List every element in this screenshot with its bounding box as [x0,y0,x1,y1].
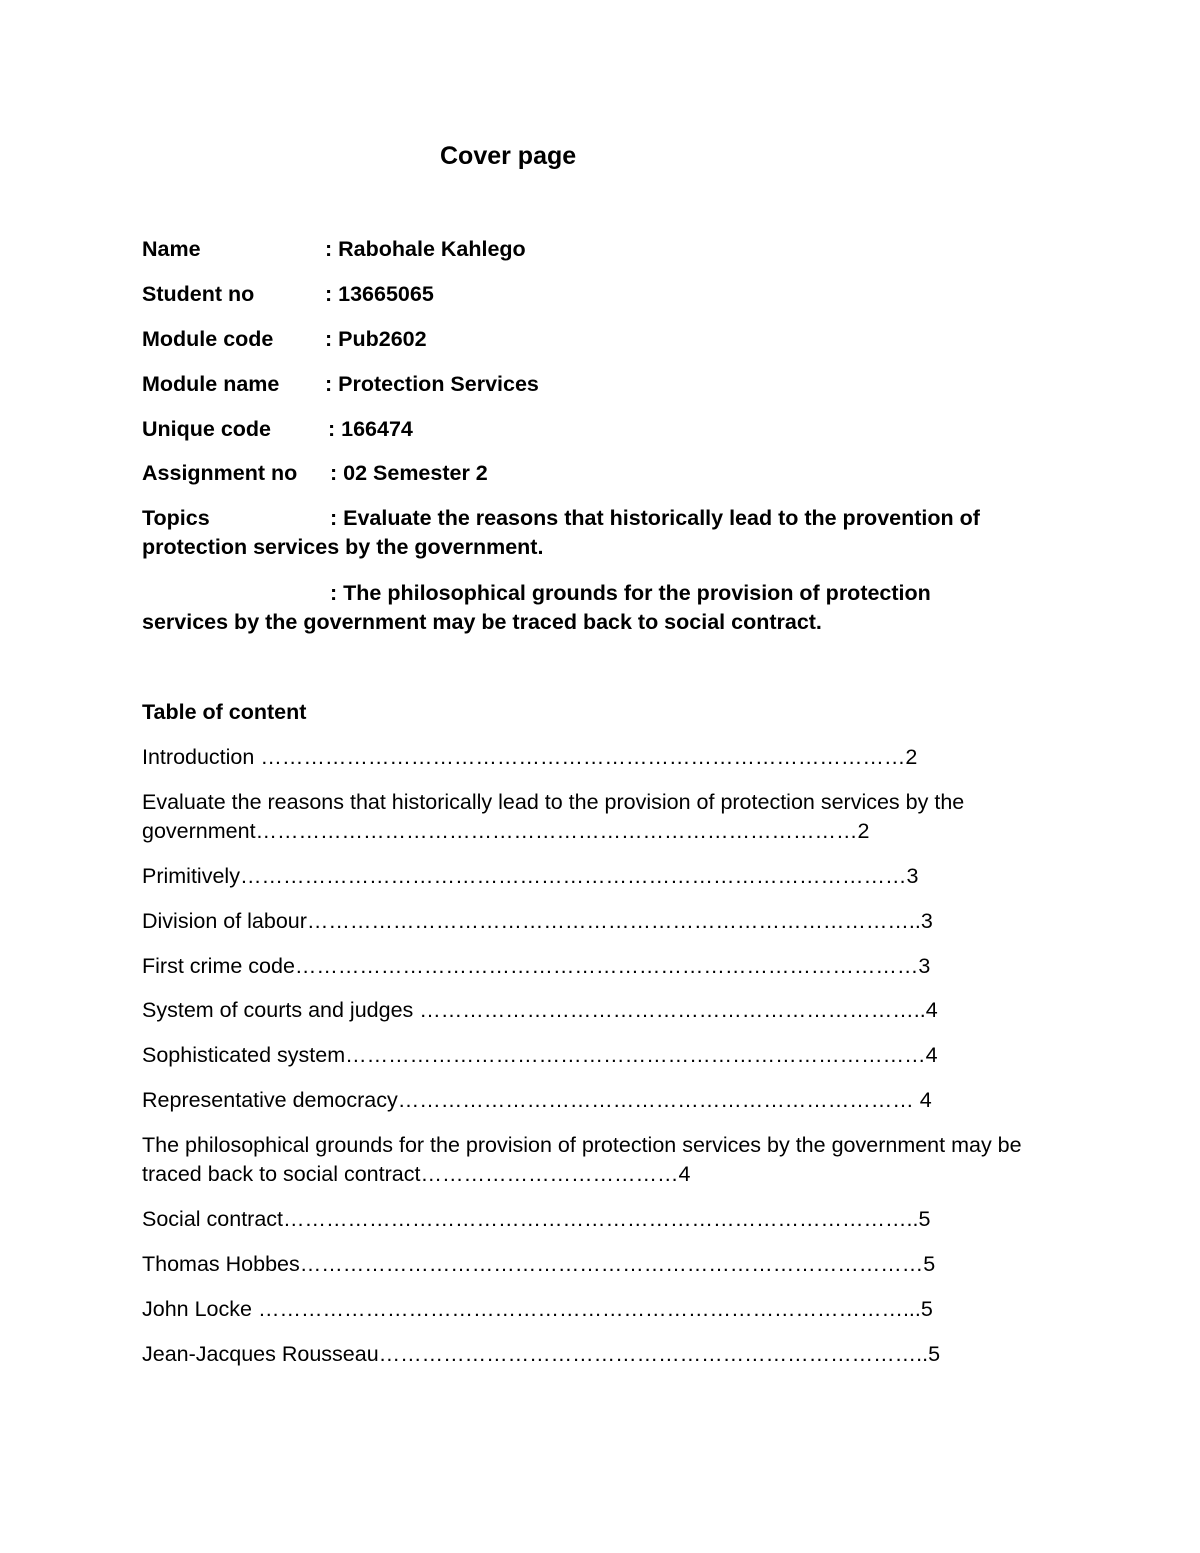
field-label: Module code [142,327,274,351]
field-label: Module name [142,372,280,396]
field-assignment-no [142,459,488,488]
topic-item-2 [142,579,1062,637]
field-name [142,235,526,264]
toc-entry: System of courts and judges ……………………………………………………………..4 [142,998,938,1022]
page-title: Cover page [440,142,577,170]
field-module-name [142,370,539,399]
toc-entry: Division of labour…………………………………………………………………………..3 [142,909,933,933]
toc-entry: Sophisticated system………………………………………………………………………4 [142,1043,938,1067]
field-student-no [142,280,434,309]
field-value: : Pub2602 [325,327,427,351]
toc-entry: First crime code……………………………………………………………………………3 [142,954,931,978]
toc-entry: Introduction ………………………………………………………………………………2 [142,745,918,769]
field-label: Student no [142,282,255,306]
topic-text-first: : The philosophical grounds for the provision of protection [330,581,931,605]
field-label: Topics [142,506,210,530]
field-unique-code [142,415,413,444]
field-value: : 02 Semester 2 [330,461,488,485]
field-value: : Rabohale Kahlego [325,237,526,261]
toc-entry: John Locke ………………………………………………………………………………...5 [142,1297,933,1321]
field-label: Name [142,237,201,261]
toc-entry: Social contract……………………………………………………………………………..5 [142,1207,931,1231]
topic-item-1 [142,504,1062,562]
toc-entry: Thomas Hobbes……………………………………………………………………………5 [142,1252,936,1276]
toc-entry: Evaluate the reasons that historically lead to the provision of protection services by the government…………………………………………………………………………2 [142,790,965,843]
topic-text-rest: protection services by the government. [142,535,544,559]
field-label: Assignment no [142,461,298,485]
field-value: : 13665065 [325,282,434,306]
field-module-code [142,325,427,354]
toc-entry: The philosophical grounds for the provision of protection services by the government may be traced back to social contract………………………………4 [142,1133,1022,1186]
topic-text-first: : Evaluate the reasons that historically lead to the provention of [330,506,980,530]
field-value: : Protection Services [325,372,539,396]
field-label: Unique code [142,417,272,441]
field-value: : 166474 [328,417,413,441]
toc-entry: Jean-Jacques Rousseau…………………………………………………………………..5 [142,1342,941,1366]
toc-heading: Table of content [142,700,307,724]
toc-entry: Representative democracy……………………………………………………………… 4 [142,1088,932,1112]
toc-entry: Primitively…………………………………………………………………………………3 [142,864,919,888]
topic-text-rest: services by the government may be traced back to social contract. [142,610,822,634]
